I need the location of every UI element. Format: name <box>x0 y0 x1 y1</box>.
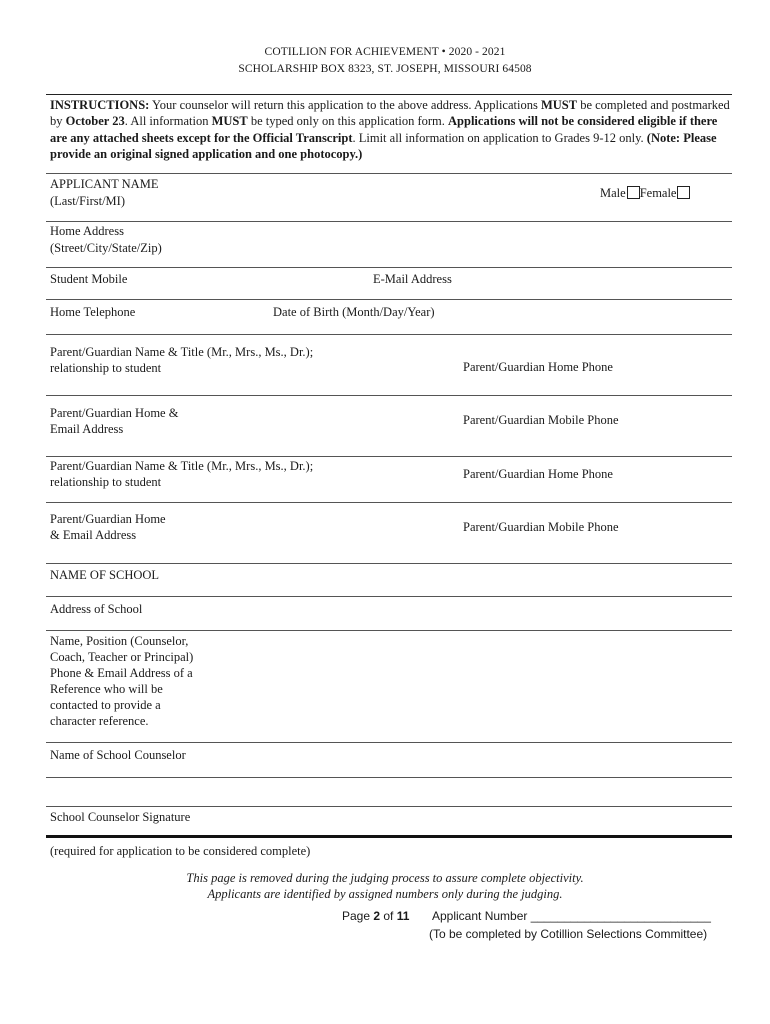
student-mobile-label: Student Mobile <box>50 272 128 286</box>
parent1-mobile-label: Parent/Guardian Mobile Phone <box>463 413 619 427</box>
gender-selector <box>600 185 690 201</box>
divider <box>46 502 732 503</box>
divider <box>46 777 732 778</box>
parent1-name-sublabel: relationship to student <box>50 361 162 375</box>
required-note: (required for application to be considered complete) <box>50 844 311 858</box>
home-address-sublabel: (Street/City/State/Zip) <box>50 241 162 255</box>
parent2-home-phone-label: Parent/Guardian Home Phone <box>463 467 613 481</box>
female-label: Female <box>639 186 677 200</box>
divider <box>46 94 732 95</box>
school-name-label: NAME OF SCHOOL <box>50 568 160 582</box>
divider <box>46 299 732 300</box>
counselor-name-label: Name of School Counselor <box>50 748 186 762</box>
page-indicator: Page 2 of 11 <box>342 909 410 923</box>
divider <box>46 267 732 268</box>
applicant-name-label: APPLICANT NAME <box>50 177 159 191</box>
male-checkbox[interactable] <box>627 186 640 199</box>
email-address-label: E-Mail Address <box>373 272 452 286</box>
divider <box>46 596 732 597</box>
divider <box>46 630 732 631</box>
committee-note: (To be completed by Cotillion Selections Committee) <box>429 927 708 941</box>
parent1-address-label: Parent/Guardian Home & <box>50 406 179 420</box>
female-checkbox[interactable] <box>677 186 690 199</box>
divider <box>46 334 732 335</box>
home-address-label: Home Address <box>50 224 124 238</box>
divider <box>46 563 732 564</box>
applicant-number-field[interactable]: Applicant Number ___________________________ <box>432 909 711 923</box>
divider <box>46 221 732 222</box>
school-address-label: Address of School <box>50 602 143 616</box>
judging-note-line2: Applicants are identified by assigned numbers only during the judging. <box>207 887 563 901</box>
male-label: Male <box>600 186 626 200</box>
parent2-name-sublabel: relationship to student <box>50 475 162 489</box>
parent2-name-label: Parent/Guardian Name & Title (Mr., Mrs., Ms., Dr.); <box>50 459 314 473</box>
applicant-name-sublabel: (Last/First/MI) <box>50 194 125 208</box>
parent2-address-sublabel: & Email Address <box>50 528 137 542</box>
divider <box>46 395 732 396</box>
parent1-address-sublabel: Email Address <box>50 422 124 436</box>
home-telephone-label: Home Telephone <box>50 305 136 319</box>
parent1-home-phone-label: Parent/Guardian Home Phone <box>463 360 613 374</box>
dob-label: Date of Birth (Month/Day/Year) <box>273 305 435 319</box>
divider <box>46 173 732 174</box>
divider-thick <box>46 835 732 838</box>
counselor-signature-label: School Counselor Signature <box>50 810 191 824</box>
parent2-address-label: Parent/Guardian Home <box>50 512 166 526</box>
parent1-name-label: Parent/Guardian Name & Title (Mr., Mrs., Ms., Dr.); <box>50 345 314 359</box>
instructions-block: INSTRUCTIONS: Your counselor will return this application to the above address. Applications MUST be completed and postmarked by October 23. All information MUST be typed only on this application form. Applications will not be considered eligible if there are any attached sheets except for the Official Transcript. Limit all information on application to Grades 9-12 only. (Note: Please provide an original signed application and one photocopy.) <box>50 98 730 162</box>
signature-line <box>46 806 732 807</box>
divider <box>46 456 732 457</box>
divider <box>46 742 732 743</box>
judging-note-line1: This page is removed during the judging process to assure complete objectivity. <box>186 871 584 885</box>
parent2-mobile-label: Parent/Guardian Mobile Phone <box>463 520 619 534</box>
header-address: SCHOLARSHIP BOX 8323, ST. JOSEPH, MISSOURI 64508 <box>238 63 532 75</box>
instructions-heading: INSTRUCTIONS: <box>50 98 150 112</box>
header-title: COTILLION FOR ACHIEVEMENT • 2020 - 2021 <box>264 46 506 58</box>
reference-label: Name, Position (Counselor, Coach, Teacher or Principal) Phone & Email Address of a Reference who will be contacted to provide a character reference. <box>50 634 194 728</box>
